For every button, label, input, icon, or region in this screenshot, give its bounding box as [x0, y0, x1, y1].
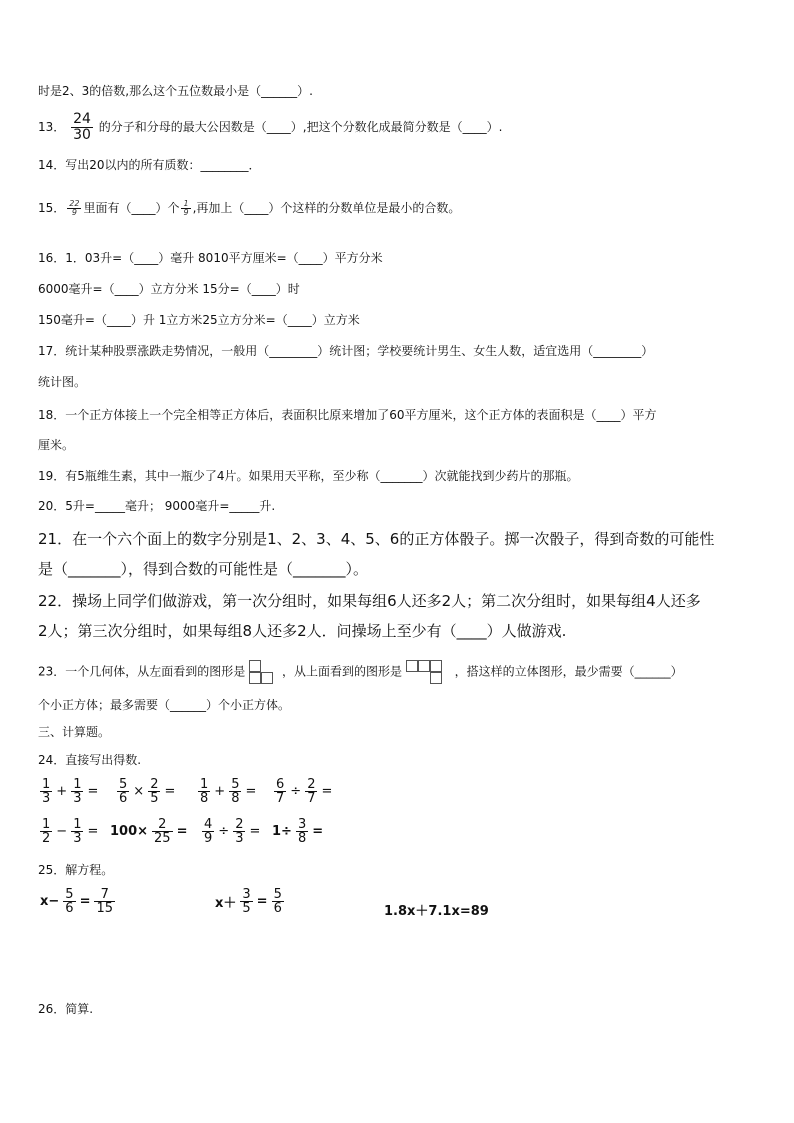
- q21-line2: 是（_______），得到合数的可能性是（_______）。: [38, 560, 369, 578]
- q16-line3: 150毫升=（____）升 1立方米25立方分米=（____）立方米: [38, 313, 360, 327]
- q21-line1: 21．在一个六个面上的数字分别是1、2、3、4、5、6的正方体骰子。掷一次骰子，得到奇数的可能性: [38, 530, 715, 548]
- q22-line1: 22．操场上同学们做游戏，第一次分组时，如果每组6人还多2人；第二次分组时，如果每组4人还多: [38, 592, 701, 610]
- q23-line2: 个小正方体；最多需要（______）个小正方体。: [38, 698, 291, 712]
- equation-3: 1.8x＋7.1x=89: [384, 904, 489, 919]
- q15: 15． $\frac{22}{9}$ 里面有（____）个 $\frac{1}{9}$ ,再加上（____）个这样的分数单位是最小的合数。: [38, 199, 461, 217]
- equation-2: x＋ $\frac{3}{5}$ = $\frac{5}{6}$: [215, 887, 282, 916]
- q13: [38, 112, 502, 143]
- q13-fraction: $\frac{24}{30}$: [73, 111, 91, 143]
- calc-r1-4: $\frac{6}{7}$ ÷ $\frac{2}{7}$ =: [276, 777, 333, 806]
- q18-line1: 18．一个正方体接上一个完全相等正方体后，表面积比原来增加了60平方厘米，这个正方体的表面积是（____）平方: [38, 408, 657, 422]
- q26-heading: 26．简算.: [38, 1002, 94, 1016]
- q13-text: 的分子和分母的最大公因数是（____）,把这个分数化成最简分数是（____）.: [98, 120, 503, 134]
- calc-r1-3: $\frac{1}{8}$ + $\frac{5}{8}$ =: [200, 777, 257, 806]
- calc-r1-2: $\frac{5}{6}$ × $\frac{2}{5}$ =: [119, 777, 176, 806]
- q16-line1: 16．1．03升=（____）毫升 8010平方厘米=（____）平方分米: [38, 251, 383, 265]
- q16-line2: 6000毫升=（____）立方分米 15分=（____）时: [38, 282, 300, 296]
- q12-tail: 时是2、3的倍数,那么这个五位数最小是（______）.: [38, 84, 313, 98]
- q20: 20．5升=_____毫升； 9000毫升=_____升.: [38, 499, 276, 513]
- q17-line1: 17．统计某种股票涨跌走势情况，一般用（________）统计图；学校要统计男生、女生人数，适宜选用（________）: [38, 344, 654, 358]
- top-view-figure: [406, 660, 451, 684]
- q18-line2: 厘米。: [38, 438, 75, 452]
- left-view-figure: [249, 660, 278, 684]
- q15-fraction-1: $\frac{22}{9}$: [69, 199, 80, 217]
- q23-line1: 23．一个几何体，从左面看到的图形是 ，从上面看到的图形是 ，搭这样的立体图形，最少需要（______）: [38, 660, 683, 684]
- equation-1: x− $\frac{5}{6}$ = $\frac{7}{15}$: [40, 887, 114, 916]
- q22-line2: 2人；第三次分组时，如果每组8人还多2人．问操场上至少有（____）人做游戏.: [38, 622, 567, 640]
- calc-r2-2: 100× $\frac{2}{25}$ =: [110, 817, 188, 846]
- calc-r2-4: 1÷ $\frac{3}{8}$ =: [272, 817, 324, 846]
- q13-number: 13．: [38, 120, 66, 134]
- calc-r2-1: $\frac{1}{2}$ − $\frac{1}{3}$ =: [42, 817, 99, 846]
- q15-fraction-2: $\frac{1}{9}$: [183, 199, 189, 217]
- calc-r1-1: $\frac{1}{3}$ + $\frac{1}{3}$ =: [42, 777, 99, 806]
- q19: 19．有5瓶维生素，其中一瓶少了4片。如果用天平称，至少称（_______）次就能找到少药片的那瓶。: [38, 469, 579, 483]
- calc-r2-3: $\frac{4}{9}$ ÷ $\frac{2}{3}$ =: [204, 817, 261, 846]
- q24-heading: 24．直接写出得数.: [38, 753, 142, 767]
- q17-line2: 统计图。: [38, 375, 87, 389]
- q14: 14．写出20以内的所有质数：________．: [38, 158, 261, 172]
- section-3-heading: 三、计算题。: [38, 725, 111, 739]
- q25-heading: 25．解方程。: [38, 863, 114, 877]
